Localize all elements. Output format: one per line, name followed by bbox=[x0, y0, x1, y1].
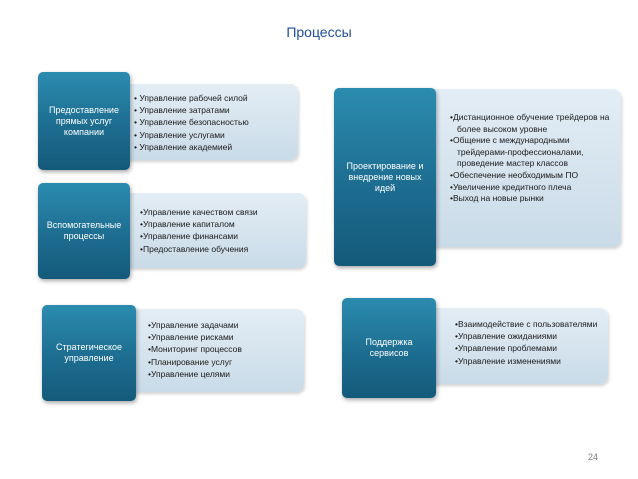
label-new-ideas-text: Проектирование и внедрение новых идей bbox=[346, 160, 424, 193]
slide-title: Процессы bbox=[286, 24, 352, 40]
list-support-processes bbox=[140, 206, 300, 255]
label-direct-services bbox=[38, 72, 130, 170]
list-item: • Управление проблемами bbox=[455, 342, 605, 354]
list-item: • Управление рабочей силой bbox=[134, 92, 249, 104]
list-item: • Управление качеством связи bbox=[140, 206, 300, 218]
list-item: • Управление безопасностью bbox=[134, 116, 249, 128]
list-item: • Управление изменениями bbox=[455, 355, 605, 367]
label-support-processes bbox=[38, 183, 130, 279]
list-strategic-management bbox=[148, 319, 298, 380]
list-item: • Увеличение кредитного плеча bbox=[450, 182, 616, 194]
list-item: • Планирование услуг bbox=[148, 356, 298, 368]
list-item: • Управление задачами bbox=[148, 319, 298, 331]
list-item: • Управление услугами bbox=[134, 129, 249, 141]
list-item: • Мониторинг процессов bbox=[148, 343, 298, 355]
label-strategic-management-text: Стратегическое управление bbox=[55, 342, 122, 363]
list-item: • Выход на новые рынки bbox=[450, 193, 616, 205]
list-direct-services bbox=[134, 92, 249, 153]
list-new-ideas bbox=[450, 112, 616, 205]
label-new-ideas bbox=[334, 88, 436, 266]
label-support-processes-text: Вспомогательные процессы bbox=[46, 220, 122, 241]
list-item: • Управление ожиданиями bbox=[455, 330, 605, 342]
list-item: • Управление рисками bbox=[148, 331, 298, 343]
page-number: 24 bbox=[588, 452, 599, 462]
list-item: • Дистанционное обучение трейдеров на более высоком уровне bbox=[450, 112, 616, 135]
list-item: • Предоставление обучения bbox=[140, 243, 300, 255]
list-item: • Взаимодействие с пользователями bbox=[455, 318, 605, 330]
list-item: • Управление капиталом bbox=[140, 218, 300, 230]
label-direct-services-text: Предоставление прямых услуг компании bbox=[49, 104, 119, 137]
label-service-support bbox=[342, 298, 436, 398]
list-item: • Общение с международными трейдерами-профессионалами, проведение мастер классов bbox=[450, 135, 616, 170]
list-item: • Управление целями bbox=[148, 368, 298, 380]
list-item: • Управление финансами bbox=[140, 230, 300, 242]
list-service-support bbox=[455, 318, 605, 367]
list-item: • Обеспечение необходимым ПО bbox=[450, 170, 616, 182]
list-item: • Управление затратами bbox=[134, 104, 249, 116]
label-service-support-text: Поддержка сервисов bbox=[365, 337, 413, 358]
label-strategic-management bbox=[42, 305, 136, 401]
list-item: • Управление академией bbox=[134, 141, 249, 153]
